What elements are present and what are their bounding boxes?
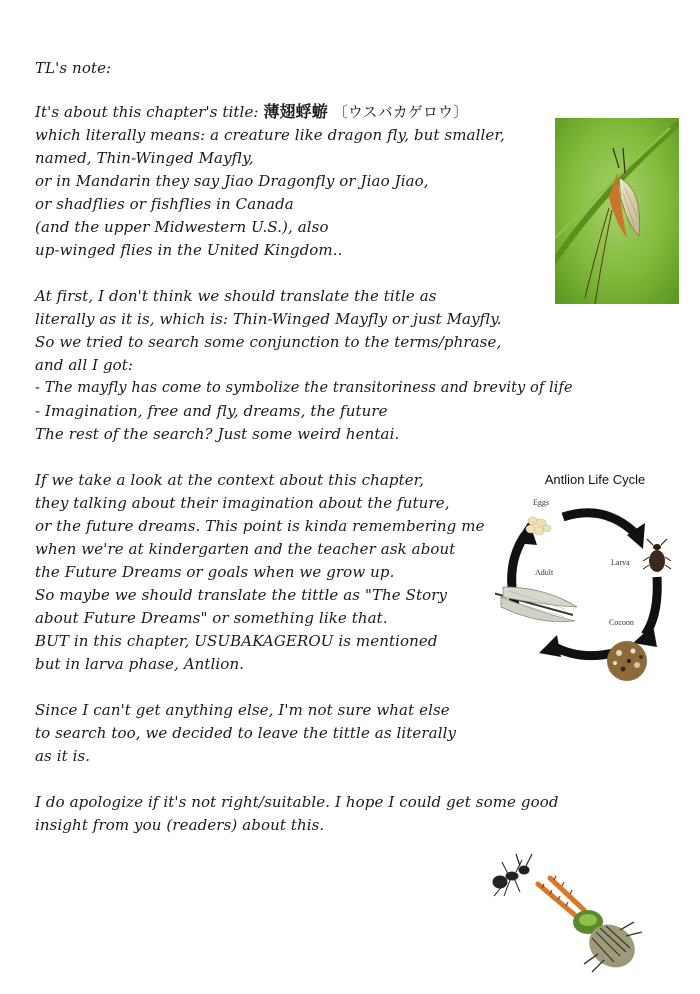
para1-line3: named, Thin-Winged Mayfly, (35, 149, 254, 167)
para2-line2: literally as it is, which is: Thin-Winged Mayfly or just Mayfly. (35, 310, 502, 328)
para1-line5: or shadflies or fishflies in Canada (35, 195, 294, 213)
stage-cocoon-label: Cocoon (609, 618, 634, 627)
para1-line7: up-winged flies in the United Kingdom.. (35, 241, 343, 259)
stage-eggs-label: Eggs (533, 498, 549, 507)
para2-line7: The rest of the search? Just some weird hentai. (35, 425, 400, 443)
para4-line1: Since I can't get anything else, I'm not sure what else (35, 701, 450, 719)
antlion-life-cycle-diagram (495, 465, 687, 685)
para3-line6: So maybe we should translate the tittle as "The Story (35, 586, 448, 604)
para1-line1-prefix: It's about this chapter's title: (35, 103, 264, 121)
para2-line6: - Imagination, free and fly, dreams, the future (35, 402, 388, 420)
para3-line5: the Future Dreams or goals when we grow up. (35, 563, 395, 581)
stage-larva-label: Larva (611, 558, 630, 567)
para3-line2: they talking about their imagination about the future, (35, 494, 450, 512)
para3-line8: BUT in this chapter, USUBAKAGEROU is mentioned (35, 632, 438, 650)
para1-line2: which literally means: a creature like dragon fly, but smaller, (35, 126, 505, 144)
antlion-larva-illustration (480, 848, 650, 978)
para2-line3: So we tried to search some conjunction to the terms/phrase, (35, 333, 502, 351)
para2-line1: At first, I don't think we should translate the title as (35, 287, 437, 305)
mayfly-photo (555, 118, 679, 304)
para4-line3: as it is. (35, 747, 91, 765)
para1-line4: or in Mandarin they say Jiao Dragonfly or Jiao Jiao, (35, 172, 429, 190)
para2-line5: - The mayfly has come to symbolize the transitoriness and brevity of life (35, 380, 573, 396)
para4-line2: to search too, we decided to leave the tittle as literally (35, 724, 457, 742)
para2-line4: and all I got: (35, 356, 134, 374)
diagram-title: Antlion Life Cycle (544, 472, 646, 487)
stage-adult-label: Adult (535, 568, 554, 577)
para3-line1: If we take a look at the context about this chapter, (35, 471, 425, 489)
para3-line3: or the future dreams. This point is kinda remembering me (35, 517, 485, 535)
note-heading: TL's note: (35, 59, 112, 77)
title-kana: 〔ウスバカゲロウ〕 (332, 103, 469, 121)
para1-line6: (and the upper Midwestern U.S.), also (35, 218, 329, 236)
para1-line1 (35, 101, 468, 123)
para3-line9: but in larva phase, Antlion. (35, 655, 245, 673)
title-kanji: 薄翅蜉蝣 (263, 102, 328, 121)
para5-line2: insight from you (readers) about this. (35, 816, 325, 834)
para3-line4: when we're at kindergarten and the teacher ask about (35, 540, 456, 558)
para5-line1: I do apologize if it's not right/suitable. I hope I could get some good (35, 793, 559, 811)
para3-line7: about Future Dreams" or something like that. (35, 609, 388, 627)
